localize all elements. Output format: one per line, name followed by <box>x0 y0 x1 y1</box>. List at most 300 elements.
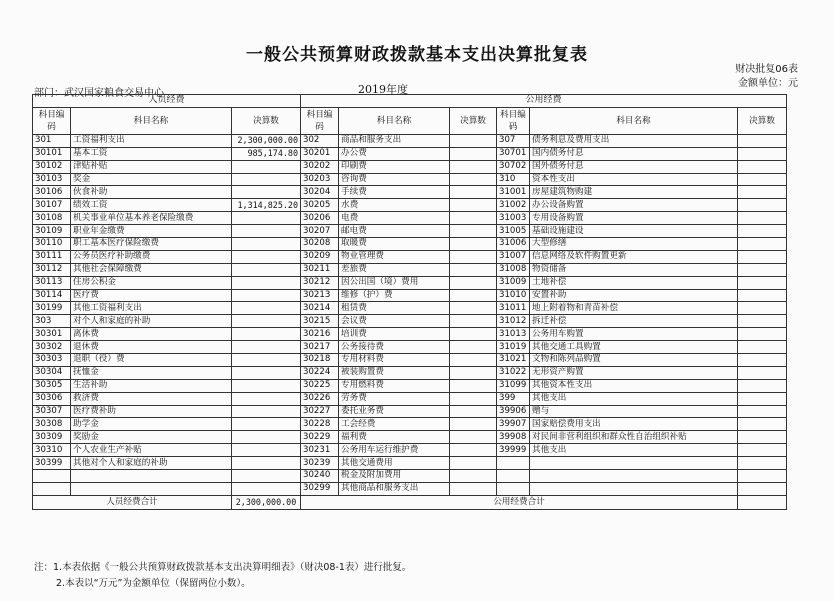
cell-code: 30702 <box>497 160 530 173</box>
cell-name: 资本性支出 <box>530 173 738 186</box>
personnel-total-label: 人员经费合计 <box>33 495 232 509</box>
cell-name <box>530 482 738 495</box>
table-row <box>33 366 787 379</box>
cell-amount: 2,300,000.00 <box>232 134 301 147</box>
cell-code: 30701 <box>497 147 530 160</box>
cell-code: 30216 <box>301 328 339 341</box>
cell-code: 30203 <box>301 173 339 186</box>
cell-name: 退休费 <box>71 341 232 354</box>
cell-name: 其他支出 <box>530 392 738 405</box>
cell-amount <box>232 186 301 199</box>
cell-amount <box>738 289 787 302</box>
public-total-label: 公用经费合计 <box>301 495 738 509</box>
cell-code <box>497 470 530 483</box>
fiscal-year: 2019年度 <box>358 83 408 96</box>
cell-code: 30215 <box>301 315 339 328</box>
cell-code: 31010 <box>497 289 530 302</box>
table-row <box>33 160 787 173</box>
cell-code: 30108 <box>33 212 71 225</box>
cell-name: 办公费 <box>339 147 450 160</box>
cell-name: 国家赔偿费用支出 <box>530 418 738 431</box>
cell-name: 伙食补助 <box>71 186 232 199</box>
public-total-amount <box>738 495 787 509</box>
cell-code: 399 <box>497 392 530 405</box>
cell-amount <box>450 173 497 186</box>
cell-code: 31009 <box>497 276 530 289</box>
table-row <box>33 431 787 444</box>
cell-amount <box>450 431 497 444</box>
cell-amount <box>450 250 497 263</box>
cell-code: 307 <box>497 134 530 147</box>
cell-name: 专用材料费 <box>339 354 450 367</box>
cell-code: 30224 <box>301 366 339 379</box>
table-row <box>33 134 787 147</box>
cell-amount <box>738 250 787 263</box>
cell-amount <box>738 302 787 315</box>
cell-amount <box>738 457 787 470</box>
cell-name: 医疗费 <box>71 289 232 302</box>
cell-code <box>497 482 530 495</box>
cell-amount <box>738 379 787 392</box>
cell-amount <box>232 212 301 225</box>
cell-amount <box>450 276 497 289</box>
cell-name: 奖励金 <box>71 431 232 444</box>
cell-code: 30213 <box>301 289 339 302</box>
cell-name: 离休费 <box>71 328 232 341</box>
cell-name: 安置补助 <box>530 289 738 302</box>
cell-code: 39908 <box>497 431 530 444</box>
cell-code: 30206 <box>301 212 339 225</box>
table-row <box>33 289 787 302</box>
table-row <box>33 212 787 225</box>
cell-code: 30201 <box>301 147 339 160</box>
cell-amount <box>450 225 497 238</box>
cell-code: 30114 <box>33 289 71 302</box>
cell-name: 住房公积金 <box>71 276 232 289</box>
cell-amount <box>232 354 301 367</box>
cell-amount <box>232 315 301 328</box>
cell-code: 30218 <box>301 354 339 367</box>
cell-code: 39906 <box>497 405 530 418</box>
cell-name: 专用设备购置 <box>530 212 738 225</box>
cell-code: 30309 <box>33 431 71 444</box>
table-row <box>33 250 787 263</box>
col-name-header: 科目名称 <box>339 107 450 134</box>
cell-code: 30101 <box>33 147 71 160</box>
table-row <box>33 482 787 495</box>
cell-code: 31006 <box>497 238 530 251</box>
cell-code: 302 <box>301 134 339 147</box>
cell-code: 30305 <box>33 379 71 392</box>
footnotes <box>34 560 411 592</box>
cell-amount <box>450 328 497 341</box>
cell-amount <box>738 366 787 379</box>
table-row <box>33 328 787 341</box>
col-code-header: 科目编码 <box>497 107 530 134</box>
form-code: 财决批复06表 <box>735 64 798 75</box>
cell-code: 310 <box>497 173 530 186</box>
cell-amount <box>450 457 497 470</box>
cell-amount <box>738 341 787 354</box>
cell-amount <box>738 392 787 405</box>
cell-code: 30225 <box>301 379 339 392</box>
cell-amount <box>738 134 787 147</box>
cell-name: 无形资产购置 <box>530 366 738 379</box>
table-row <box>33 276 787 289</box>
cell-code: 30102 <box>33 160 71 173</box>
cell-name: 商品和服务支出 <box>339 134 450 147</box>
col-amount-header: 决算数 <box>232 107 301 134</box>
cell-amount <box>450 186 497 199</box>
table-row <box>33 263 787 276</box>
cell-name: 个人农业生产补贴 <box>71 444 232 457</box>
cell-name: 救济费 <box>71 392 232 405</box>
cell-amount <box>738 147 787 160</box>
cell-amount <box>232 302 301 315</box>
table-row <box>33 418 787 431</box>
col-code-header: 科目编码 <box>33 107 71 134</box>
cell-name: 土地补偿 <box>530 276 738 289</box>
cell-name: 工资福利支出 <box>71 134 232 147</box>
cell-code: 30106 <box>33 186 71 199</box>
cell-name: 取暖费 <box>339 238 450 251</box>
cell-amount <box>450 263 497 276</box>
cell-amount <box>450 302 497 315</box>
cell-name: 劳务费 <box>339 392 450 405</box>
section-personnel: 人员经费 <box>33 95 301 108</box>
cell-code: 30204 <box>301 186 339 199</box>
cell-name: 医疗费补助 <box>71 405 232 418</box>
cell-amount <box>738 470 787 483</box>
cell-amount <box>738 354 787 367</box>
cell-code: 39999 <box>497 444 530 457</box>
cell-code: 30228 <box>301 418 339 431</box>
cell-amount <box>450 341 497 354</box>
table-row <box>33 302 787 315</box>
cell-amount <box>450 238 497 251</box>
cell-name: 差旅费 <box>339 263 450 276</box>
cell-amount <box>450 470 497 483</box>
cell-amount <box>232 225 301 238</box>
cell-amount <box>232 366 301 379</box>
cell-name: 房屋建筑物购建 <box>530 186 738 199</box>
cell-amount <box>232 160 301 173</box>
table-row <box>33 470 787 483</box>
cell-name: 退职（役）费 <box>71 354 232 367</box>
cell-name: 印刷费 <box>339 160 450 173</box>
cell-amount: 1,314,825.20 <box>232 199 301 212</box>
cell-name: 租赁费 <box>339 302 450 315</box>
department-label: 部门：武汉国家粮食交易中心 <box>34 88 164 99</box>
cell-name: 拆迁补偿 <box>530 315 738 328</box>
cell-code: 30211 <box>301 263 339 276</box>
cell-name: 办公设备购置 <box>530 199 738 212</box>
cell-name: 基础设施建设 <box>530 225 738 238</box>
table-row <box>33 405 787 418</box>
cell-name <box>71 470 232 483</box>
cell-code: 30110 <box>33 238 71 251</box>
cell-name: 维修（护）费 <box>339 289 450 302</box>
cell-name: 公务员医疗补助缴费 <box>71 250 232 263</box>
cell-amount <box>232 276 301 289</box>
cell-amount <box>232 328 301 341</box>
cell-amount <box>232 470 301 483</box>
cell-code: 31022 <box>497 366 530 379</box>
cell-name: 委托业务费 <box>339 405 450 418</box>
cell-amount <box>450 379 497 392</box>
amount-unit: 金额单位：元 <box>738 78 798 89</box>
cell-amount <box>450 405 497 418</box>
table-row <box>33 379 787 392</box>
cell-code: 30112 <box>33 263 71 276</box>
cell-amount <box>232 250 301 263</box>
personnel-total-amount: 2,300,000.00 <box>232 495 301 509</box>
cell-code: 30113 <box>33 276 71 289</box>
cell-amount <box>232 173 301 186</box>
cell-amount <box>738 431 787 444</box>
cell-code: 30399 <box>33 457 71 470</box>
cell-name: 电费 <box>339 212 450 225</box>
cell-code: 31003 <box>497 212 530 225</box>
table-row <box>33 315 787 328</box>
col-amount-header: 决算数 <box>738 107 787 134</box>
cell-code: 30240 <box>301 470 339 483</box>
cell-amount <box>232 341 301 354</box>
cell-name: 赠与 <box>530 405 738 418</box>
budget-table <box>32 94 787 510</box>
cell-name: 被装购置费 <box>339 366 450 379</box>
col-code-header: 科目编码 <box>301 107 339 134</box>
cell-amount <box>232 457 301 470</box>
cell-amount <box>232 379 301 392</box>
cell-name: 对个人和家庭的补助 <box>71 315 232 328</box>
cell-name: 其他商品和服务支出 <box>339 482 450 495</box>
cell-name: 信息网络及软件购置更新 <box>530 250 738 263</box>
col-name-header: 科目名称 <box>71 107 232 134</box>
cell-amount: 985,174.80 <box>232 147 301 160</box>
cell-code: 30303 <box>33 354 71 367</box>
cell-name: 其他支出 <box>530 444 738 457</box>
cell-code: 30202 <box>301 160 339 173</box>
cell-amount <box>738 276 787 289</box>
cell-amount <box>232 263 301 276</box>
cell-name: 津贴补贴 <box>71 160 232 173</box>
cell-amount <box>232 482 301 495</box>
cell-name: 专用燃料费 <box>339 379 450 392</box>
col-amount-header: 决算数 <box>450 107 497 134</box>
cell-amount <box>738 315 787 328</box>
cell-code: 30217 <box>301 341 339 354</box>
cell-code: 30231 <box>301 444 339 457</box>
cell-name: 工会经费 <box>339 418 450 431</box>
cell-code: 30214 <box>301 302 339 315</box>
cell-code: 30306 <box>33 392 71 405</box>
cell-code: 30208 <box>301 238 339 251</box>
cell-amount <box>738 482 787 495</box>
cell-name: 职业年金缴费 <box>71 225 232 238</box>
cell-code: 30111 <box>33 250 71 263</box>
cell-name: 其他交通工具购置 <box>530 341 738 354</box>
cell-amount <box>738 263 787 276</box>
cell-name: 福利费 <box>339 431 450 444</box>
cell-amount <box>232 238 301 251</box>
cell-name <box>530 457 738 470</box>
cell-code: 31099 <box>497 379 530 392</box>
cell-code: 30109 <box>33 225 71 238</box>
cell-code: 30308 <box>33 418 71 431</box>
cell-amount <box>450 134 497 147</box>
cell-amount <box>232 289 301 302</box>
cell-code: 30103 <box>33 173 71 186</box>
cell-amount <box>450 392 497 405</box>
cell-name: 因公出国（境）费用 <box>339 276 450 289</box>
cell-amount <box>450 212 497 225</box>
table-row <box>33 238 787 251</box>
cell-code: 31021 <box>497 354 530 367</box>
footnote-1: 注：1.本表依据《一般公共预算财政拨款基本支出决算明细表》（财决08-1表）进行批复。 <box>34 562 412 573</box>
cell-code: 301 <box>33 134 71 147</box>
cell-name: 国内债务付息 <box>530 147 738 160</box>
cell-name <box>71 482 232 495</box>
cell-amount <box>450 315 497 328</box>
table-row <box>33 457 787 470</box>
cell-code: 30301 <box>33 328 71 341</box>
table-row <box>33 225 787 238</box>
cell-amount <box>738 186 787 199</box>
cell-name: 咨询费 <box>339 173 450 186</box>
cell-amount <box>450 289 497 302</box>
col-name-header: 科目名称 <box>530 107 738 134</box>
cell-amount <box>738 444 787 457</box>
cell-amount <box>232 405 301 418</box>
cell-code: 30199 <box>33 302 71 315</box>
cell-code <box>497 457 530 470</box>
cell-amount <box>738 238 787 251</box>
cell-code: 31005 <box>497 225 530 238</box>
cell-name: 水费 <box>339 199 450 212</box>
cell-code: 31007 <box>497 250 530 263</box>
cell-amount <box>450 418 497 431</box>
cell-name: 国外债务付息 <box>530 160 738 173</box>
cell-code: 303 <box>33 315 71 328</box>
cell-code: 30212 <box>301 276 339 289</box>
cell-name: 债务利息及费用支出 <box>530 134 738 147</box>
cell-amount <box>738 328 787 341</box>
table-row <box>33 147 787 160</box>
cell-amount <box>450 354 497 367</box>
cell-name: 生活补助 <box>71 379 232 392</box>
cell-code: 30227 <box>301 405 339 418</box>
cell-code: 31013 <box>497 328 530 341</box>
cell-amount <box>738 199 787 212</box>
footnote-2: 2.本表以“万元”为金额单位（保留两位小数）。 <box>56 578 251 589</box>
cell-name: 其他资本性支出 <box>530 379 738 392</box>
cell-amount <box>232 418 301 431</box>
cell-name: 助学金 <box>71 418 232 431</box>
cell-code <box>33 482 71 495</box>
cell-name: 职工基本医疗保险缴费 <box>71 238 232 251</box>
cell-name: 物资储备 <box>530 263 738 276</box>
page-title: 一般公共预算财政拨款基本支出决算批复表 <box>246 45 588 65</box>
cell-code: 31012 <box>497 315 530 328</box>
cell-code: 31008 <box>497 263 530 276</box>
cell-amount <box>738 212 787 225</box>
cell-name: 奖金 <box>71 173 232 186</box>
cell-name: 其他对个人和家庭的补助 <box>71 457 232 470</box>
cell-name: 地上附着物和青苗补偿 <box>530 302 738 315</box>
cell-code: 30239 <box>301 457 339 470</box>
cell-amount <box>232 392 301 405</box>
table-row <box>33 199 787 212</box>
cell-code: 30107 <box>33 199 71 212</box>
cell-code: 31011 <box>497 302 530 315</box>
cell-name: 手续费 <box>339 186 450 199</box>
cell-code: 30226 <box>301 392 339 405</box>
cell-name: 公务用车购置 <box>530 328 738 341</box>
table-row <box>33 341 787 354</box>
cell-name <box>530 470 738 483</box>
cell-amount <box>450 444 497 457</box>
cell-name: 抚恤金 <box>71 366 232 379</box>
cell-code: 30207 <box>301 225 339 238</box>
cell-amount <box>450 147 497 160</box>
cell-code: 30229 <box>301 431 339 444</box>
cell-name: 税金及附加费用 <box>339 470 450 483</box>
section-public: 公用经费 <box>301 95 787 108</box>
cell-name: 邮电费 <box>339 225 450 238</box>
table-row <box>33 186 787 199</box>
cell-amount <box>232 444 301 457</box>
table-row <box>33 392 787 405</box>
cell-name: 会议费 <box>339 315 450 328</box>
cell-name: 其他工资福利支出 <box>71 302 232 315</box>
totals-row <box>33 495 787 509</box>
table-row <box>33 354 787 367</box>
cell-amount <box>232 431 301 444</box>
cell-amount <box>738 173 787 186</box>
cell-code: 30302 <box>33 341 71 354</box>
cell-amount <box>738 160 787 173</box>
cell-code: 30304 <box>33 366 71 379</box>
cell-name: 机关事业单位基本养老保险缴费 <box>71 212 232 225</box>
column-header-row <box>33 107 787 134</box>
cell-name: 其他社会保障缴费 <box>71 263 232 276</box>
cell-code: 31001 <box>497 186 530 199</box>
cell-name: 公务接待费 <box>339 341 450 354</box>
cell-name: 基本工资 <box>71 147 232 160</box>
cell-amount <box>738 225 787 238</box>
cell-code: 30205 <box>301 199 339 212</box>
cell-amount <box>450 482 497 495</box>
cell-code: 30299 <box>301 482 339 495</box>
cell-code: 39907 <box>497 418 530 431</box>
cell-name: 对民间非营利组织和群众性自治组织补贴 <box>530 431 738 444</box>
cell-amount <box>450 160 497 173</box>
cell-code: 30307 <box>33 405 71 418</box>
cell-name: 大型修缮 <box>530 238 738 251</box>
cell-amount <box>450 199 497 212</box>
section-header-row <box>33 95 787 108</box>
cell-name: 物业管理费 <box>339 250 450 263</box>
cell-code <box>33 470 71 483</box>
cell-amount <box>738 418 787 431</box>
cell-code: 31002 <box>497 199 530 212</box>
cell-amount <box>738 405 787 418</box>
cell-name: 绩效工资 <box>71 199 232 212</box>
cell-name: 培训费 <box>339 328 450 341</box>
cell-name: 公务用车运行维护费 <box>339 444 450 457</box>
table-row <box>33 444 787 457</box>
